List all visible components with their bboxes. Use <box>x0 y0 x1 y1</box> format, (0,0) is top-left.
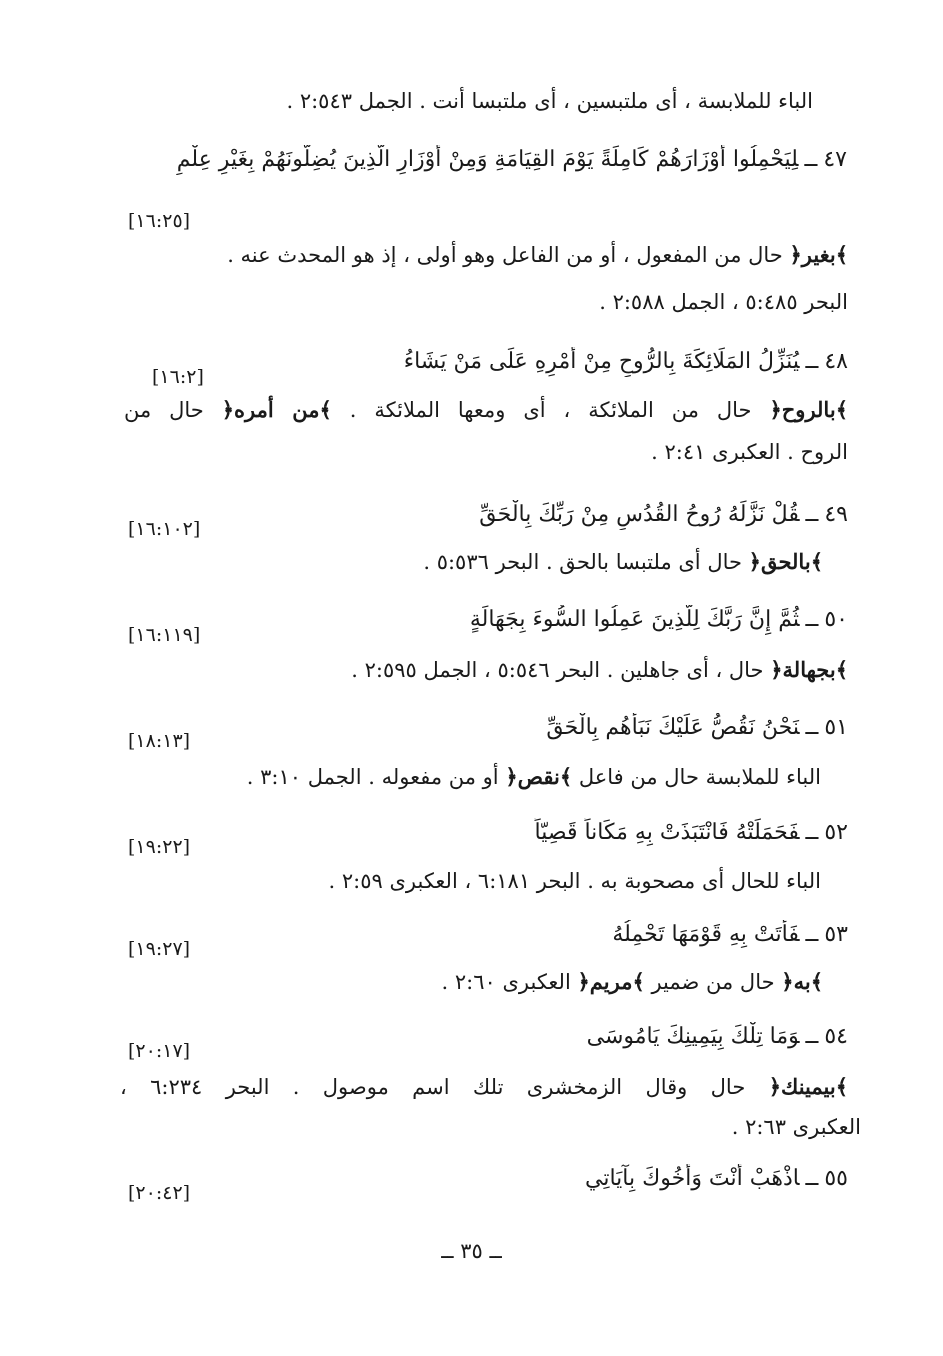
quote-bracket: ﴾ <box>319 397 332 422</box>
comment-text: حال أى ملتبسا بالحق . البحر ٥:٥٣٦ . <box>423 550 742 574</box>
dash: ــ <box>805 1166 819 1191</box>
comment-text: العكبرى ٢:٦٣ . <box>731 1115 861 1139</box>
ayah-reference: [١٦:٢] <box>152 366 204 388</box>
dash: ــ <box>805 922 819 947</box>
ayah-reference: [١٩:٢٢] <box>128 836 191 858</box>
entry-55-ayah <box>120 1164 848 1194</box>
ayah-text: وَمَا تِلْكَ بِيَمِينِكَ يَامُوسَى <box>586 1024 800 1049</box>
entry-47-ref <box>128 206 190 236</box>
entry-47-comment-1 <box>120 240 848 270</box>
entry-52-ref <box>128 832 190 862</box>
quote-bracket: ﴾ <box>810 549 823 574</box>
quote-bracket: ﴾ <box>810 969 823 994</box>
entry-49-ayah <box>120 500 848 530</box>
dash: ــ <box>805 607 819 632</box>
ayah-reference: [١٨:١٣] <box>128 730 191 752</box>
keyword: بيمينك <box>781 1074 836 1099</box>
comment-text: حال وقال الزمخشرى تلك اسم موصول . البحر ٦:٢٣٤ ، <box>120 1075 746 1099</box>
entry-51-ref <box>128 726 190 756</box>
comment-text: الباء للحال أى مصحوبة به . البحر ٦:١٨١ ، العكبرى ٢:٥٩ . <box>328 869 821 893</box>
comment-text: حال من ضمير <box>651 970 775 994</box>
entry-50-ref <box>128 620 200 650</box>
entry-number: ٥٤ <box>824 1024 848 1049</box>
keyword: مريم <box>589 969 633 994</box>
lead-text: الباء للملابسة ، أى ملتبسين ، أى ملتبسا أنت . الجمل ٢:٥٤٣ . <box>286 89 813 113</box>
ayah-text: ثُمَّ إِنَّ رَبَّكَ لِلَّذِينَ عَمِلُوا السُّوءَ بِجَهَالَةٍ <box>469 607 800 632</box>
keyword: بالروح <box>781 397 836 422</box>
quote-bracket: ﴿ <box>781 969 794 994</box>
dash: ــ <box>805 349 819 374</box>
ayah-reference: [١٩:٢٧] <box>128 938 191 960</box>
entry-53-ayah <box>120 920 848 950</box>
ayah-reference: [١٦:١١٩] <box>128 624 201 646</box>
comment-text: العكبرى ٢:٦٠ . <box>441 970 571 994</box>
quote-bracket: ﴾ <box>835 657 848 682</box>
entry-47-comment-2 <box>120 287 848 317</box>
ayah-reference: [٢٠:١٧] <box>128 1040 191 1062</box>
ayah-text: نَحْنُ نَقُصُّ عَلَيْكَ نَبَأَهُم بِالْحَقِّ <box>546 715 800 740</box>
entry-54-ayah <box>120 1022 848 1052</box>
entry-55-ref <box>128 1178 190 1208</box>
ayah-reference: [١٦:١٠٢] <box>128 518 201 540</box>
dash: ــ <box>805 1024 819 1049</box>
quote-bracket: ﴿ <box>577 969 590 994</box>
ayah-text: فَحَمَلَتْهُ فَانْتَبَذَتْ بِهِ مَكَاناً قَصِيّاً <box>534 820 800 845</box>
quote-bracket: ﴾ <box>559 764 573 789</box>
dash: ــ <box>805 820 819 845</box>
page-number: ــ ٣٥ ــ <box>441 1239 502 1263</box>
ayah-text: يُنَزِّلُ المَلَائِكَةَ بِالرُّوحِ مِنْ أَمْرِهِ عَلَى مَنْ يَشَاءُ <box>403 349 800 374</box>
entry-54-comment-2 <box>120 1112 861 1142</box>
comment-text: حال ، أى جاهلين . البحر ٥:٥٤٦ ، الجمل ٢:٥٩٥ . <box>351 658 764 682</box>
ayah-text: فَأَتَتْ بِهِ قَوْمَهَا تَحْمِلُهُ <box>612 922 800 947</box>
entry-number: ٥٥ <box>824 1166 848 1191</box>
comment-text: البحر ٥:٤٨٥ ، الجمل ٢:٥٨٨ . <box>599 290 848 314</box>
entry-51-ayah <box>120 713 848 743</box>
entry-50-comment-1 <box>120 655 848 685</box>
entry-51-comment-1 <box>120 762 821 792</box>
entry-48-comment-2 <box>120 437 848 467</box>
entry-52-comment-1 <box>120 866 821 896</box>
comment-text: حال من الملائكة ، أى ومعها الملائكة . <box>349 398 752 422</box>
ayah-reference: [٢٠:٤٢] <box>128 1182 191 1204</box>
entry-50-ayah <box>120 605 848 635</box>
entry-54-comment-1 <box>120 1072 848 1102</box>
entry-53-comment-1 <box>120 967 823 997</box>
quote-bracket: ﴾ <box>835 242 848 267</box>
entry-number: ٥٢ <box>824 820 848 845</box>
entry-52-ayah <box>120 818 848 848</box>
comment-text: حال من المفعول ، أو من الفاعل وهو أولى ، إذ هو المحدث عنه . <box>227 243 783 267</box>
entry-54-ref <box>128 1036 190 1066</box>
quote-bracket: ﴿ <box>221 397 235 422</box>
comment-text: أو من مفعوله . الجمل ٣:١٠ . <box>246 765 499 789</box>
entry-48-ref <box>152 362 204 392</box>
quote-bracket: ﴿ <box>769 397 782 422</box>
dash: ــ <box>805 502 819 527</box>
quote-bracket: ﴿ <box>768 1074 781 1099</box>
entry-number: ٤٨ <box>824 349 848 374</box>
entry-47-ayah <box>118 145 847 175</box>
comment-text: الروح . العكبرى ٢:٤١ . <box>651 440 848 464</box>
quote-bracket: ﴿ <box>505 764 518 789</box>
entry-number: ٥١ <box>824 715 848 740</box>
entry-48-comment-1 <box>124 395 848 425</box>
quote-bracket: ﴾ <box>835 397 848 422</box>
lead-line <box>120 86 813 116</box>
quote-bracket: ﴿ <box>748 549 761 574</box>
entry-number: ٤٩ <box>824 502 848 527</box>
entry-49-comment-1 <box>120 547 823 577</box>
keyword: من أمره <box>234 397 320 422</box>
keyword: بالحق <box>760 549 811 574</box>
entry-53-ref <box>128 934 190 964</box>
quote-bracket: ﴾ <box>835 1074 848 1099</box>
comment-text: الباء للملابسة حال من فاعل <box>578 765 821 789</box>
entry-49-ref <box>128 514 200 544</box>
keyword: نقص <box>517 764 560 789</box>
keyword: به <box>793 969 811 994</box>
ayah-text: اذْهَبْ أَنْتَ وَأَخُوكَ بِآيَاتِي <box>585 1166 800 1191</box>
keyword: بجهالة <box>782 657 836 682</box>
comment-text: حال من <box>124 398 204 422</box>
entry-48-ayah <box>120 347 848 377</box>
keyword: بغير <box>801 242 836 267</box>
entry-number: ٤٧ <box>823 147 847 172</box>
dash: ــ <box>804 147 818 172</box>
dash: ــ <box>805 715 819 740</box>
quote-bracket: ﴿ <box>770 657 783 682</box>
ayah-text: قُلْ نَزَّلَهُ رُوحُ القُدُسِ مِنْ رَبِّكَ بِالْحَقِّ <box>479 502 800 527</box>
quote-bracket: ﴿ <box>789 242 802 267</box>
ayah-text: لِيَحْمِلُوا أَوْزَارَهُمْ كَامِلَةً يَوْمَ القِيَامَةِ وَمِنْ أَوْزَارِ الَّذِينَ يُضِلُّونَهُمْ بِغَيْرِ عِلْمٍ <box>176 147 799 172</box>
quote-bracket: ﴾ <box>632 969 645 994</box>
entry-number: ٥٣ <box>824 922 848 947</box>
entry-number: ٥٠ <box>824 607 848 632</box>
ayah-reference: [١٦:٢٥] <box>128 210 191 232</box>
